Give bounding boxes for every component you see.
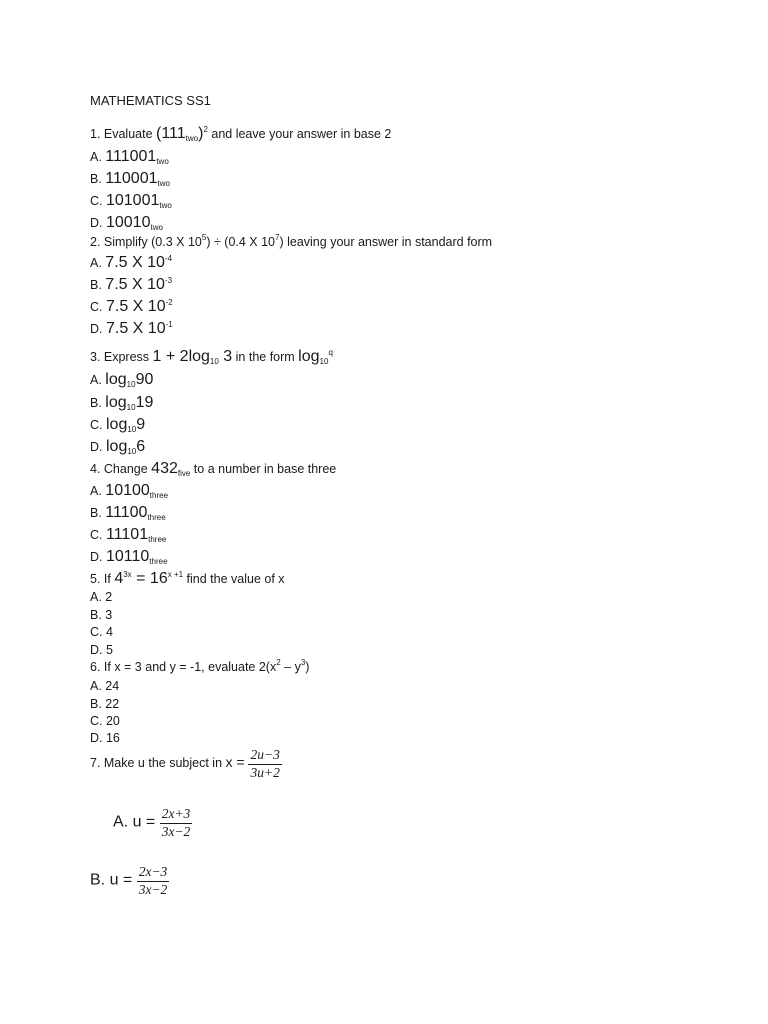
- fraction-denominator: 3u+2: [250, 764, 280, 780]
- option-letter: C.: [90, 528, 103, 542]
- q6-option-a[interactable]: A. 24: [90, 679, 120, 693]
- option-log: log: [105, 371, 127, 388]
- question-7: [90, 747, 282, 780]
- option-value: 7.5 X 10: [105, 254, 165, 271]
- question-5: [90, 571, 285, 587]
- option-letter: C.: [90, 194, 103, 208]
- option-sub: three: [147, 513, 166, 522]
- option-value: 10110: [105, 548, 150, 565]
- option-sub: three: [149, 557, 168, 566]
- option-value: 111001: [105, 148, 157, 165]
- q3-option-d[interactable]: [90, 439, 145, 455]
- q1-option-a[interactable]: [90, 149, 169, 165]
- question-4: [90, 461, 336, 477]
- q6-part2: – y: [280, 660, 301, 674]
- q3-prefix: 3. Express: [90, 350, 153, 364]
- option-sub: 10: [126, 380, 136, 389]
- q2-option-a[interactable]: [90, 255, 172, 271]
- option-letter: D.: [90, 550, 103, 564]
- q3-option-a[interactable]: [90, 372, 153, 388]
- option-value: 7.5 X 10: [105, 298, 166, 315]
- q3-expr-b: 3: [218, 348, 233, 365]
- option-value: 101001: [105, 192, 160, 209]
- option-letter: A.: [90, 256, 102, 270]
- q3-option-b[interactable]: [90, 395, 153, 411]
- option-value: 7.5 X 10: [105, 320, 166, 337]
- q1-base-sub: two: [185, 134, 199, 143]
- option-letter: C.: [90, 300, 103, 314]
- option-letter: B.: [90, 172, 102, 186]
- q7-lhs: x =: [225, 753, 249, 770]
- q7-prefix: 7. Make u the subject in: [90, 755, 226, 770]
- option-value: 7.5 X 10: [105, 276, 165, 293]
- q5-option-c[interactable]: C. 4: [90, 625, 113, 639]
- option-sub: 10: [127, 425, 137, 434]
- q3-option-c[interactable]: [90, 417, 145, 433]
- fraction-numerator: 2u−3: [248, 747, 281, 765]
- q1-option-d[interactable]: [90, 215, 163, 231]
- option-log: log: [105, 394, 127, 411]
- q7-option-a[interactable]: [113, 806, 192, 839]
- q5-suffix: find the value of x: [183, 572, 285, 586]
- option-fraction: [137, 864, 170, 897]
- option-exp: -1: [165, 320, 173, 329]
- q5-rhs-exp: x +1: [167, 570, 184, 579]
- q3-form-a: log: [298, 348, 320, 365]
- option-sub: three: [148, 535, 167, 544]
- question-1: [90, 126, 391, 142]
- fraction-numerator: 2x+3: [160, 806, 193, 824]
- q5-prefix: 5. If: [90, 572, 115, 586]
- q2-part3: ) leaving your answer in standard form: [279, 235, 493, 249]
- q4-number-sub: five: [177, 469, 191, 478]
- option-exp: -4: [164, 254, 173, 263]
- q2-option-c[interactable]: [90, 299, 173, 315]
- option-sub: two: [159, 201, 172, 210]
- option-log: log: [105, 438, 128, 455]
- option-sub: two: [157, 179, 170, 188]
- option-letter: A.: [90, 484, 102, 498]
- option-value: 10100: [105, 482, 150, 499]
- q1-power: 2: [203, 125, 208, 134]
- q3-expr-a: 1 + 2log: [152, 348, 210, 365]
- q6-part3: ): [305, 660, 310, 674]
- q5-eq: = 16: [131, 570, 168, 587]
- page-title: MATHEMATICS SS1: [90, 93, 211, 108]
- q4-option-b[interactable]: [90, 505, 166, 521]
- option-sub: two: [156, 157, 169, 166]
- q2-exp2: 7: [275, 233, 280, 242]
- option-value: 11100: [105, 504, 148, 521]
- option-value: 110001: [105, 170, 158, 187]
- option-letter: D.: [90, 440, 103, 454]
- q5-option-d[interactable]: D. 5: [90, 643, 113, 657]
- q5-lhs-exp: 3x: [123, 570, 132, 579]
- q1-option-b[interactable]: [90, 171, 170, 187]
- q6-option-c[interactable]: C. 20: [90, 714, 120, 728]
- option-letter: C.: [90, 418, 103, 432]
- option-label: A. u =: [113, 813, 160, 831]
- option-fraction: [160, 806, 193, 839]
- option-letter: D.: [90, 322, 103, 336]
- fraction-numerator: 2x−3: [137, 864, 170, 882]
- option-letter: B.: [90, 396, 102, 410]
- q3-middle: in the form: [232, 350, 299, 364]
- q4-prefix: 4. Change: [90, 462, 152, 476]
- q4-option-d[interactable]: [90, 549, 168, 565]
- q6-part1: 6. If x = 3 and y = -1, evaluate 2(x: [90, 660, 277, 674]
- q6-exp1: 2: [276, 658, 281, 667]
- q2-option-b[interactable]: [90, 277, 172, 293]
- q2-option-d[interactable]: [90, 321, 173, 337]
- q4-suffix: to a number in base three: [190, 462, 337, 476]
- q1-prefix: 1. Evaluate: [90, 127, 157, 141]
- q4-number: 432: [151, 460, 178, 477]
- option-value: 11101: [105, 526, 149, 543]
- option-letter: D.: [90, 216, 103, 230]
- option-letter: B.: [90, 506, 102, 520]
- fraction-denominator: 3x−2: [138, 881, 168, 897]
- option-letter: A.: [90, 150, 102, 164]
- q6-option-b[interactable]: B. 22: [90, 697, 120, 711]
- option-sub: two: [150, 223, 163, 232]
- q1-paren-close: ): [198, 125, 204, 142]
- q7-option-b[interactable]: [90, 864, 169, 897]
- q2-exp1: 5: [201, 233, 207, 242]
- option-sub: 10: [127, 447, 137, 456]
- question-6: [90, 658, 310, 674]
- q7-fraction: [248, 747, 281, 780]
- question-2: [90, 233, 493, 249]
- option-value: 9: [136, 416, 146, 433]
- q3-form-sub: 10: [319, 357, 329, 366]
- option-letter: B.: [90, 278, 102, 292]
- option-sub: three: [149, 491, 169, 500]
- q6-exp2: 3: [300, 658, 306, 667]
- q4-option-a[interactable]: [90, 483, 168, 499]
- q6-option-d[interactable]: D. 16: [90, 731, 120, 745]
- q3-expr-sub: 10: [209, 357, 219, 366]
- option-exp: -3: [164, 276, 173, 285]
- q2-part2: ) ÷ (0.4 X 10: [206, 235, 276, 249]
- q1-option-c[interactable]: [90, 193, 172, 209]
- question-3: [90, 349, 333, 365]
- option-value: 19: [135, 394, 154, 411]
- option-value: 10010: [105, 214, 151, 231]
- q1-paren-open: (111: [156, 125, 186, 142]
- q5-option-b[interactable]: B. 3: [90, 608, 113, 622]
- option-exp: -2: [165, 298, 173, 307]
- option-log: log: [105, 416, 128, 433]
- q5-lhs: 4: [114, 570, 124, 587]
- option-sub: 10: [126, 403, 136, 412]
- option-label: B. u =: [90, 871, 137, 889]
- q5-option-a[interactable]: A. 2: [90, 590, 113, 604]
- q1-suffix: and leave your answer in base 2: [207, 127, 392, 141]
- q4-option-c[interactable]: [90, 527, 166, 543]
- option-value: 90: [135, 371, 154, 388]
- option-value: 6: [136, 438, 146, 455]
- fraction-denominator: 3x−2: [161, 823, 191, 839]
- q3-form-sup: q: [328, 348, 333, 357]
- option-letter: A.: [90, 373, 102, 387]
- q2-part1: 2. Simplify (0.3 X 10: [90, 235, 202, 249]
